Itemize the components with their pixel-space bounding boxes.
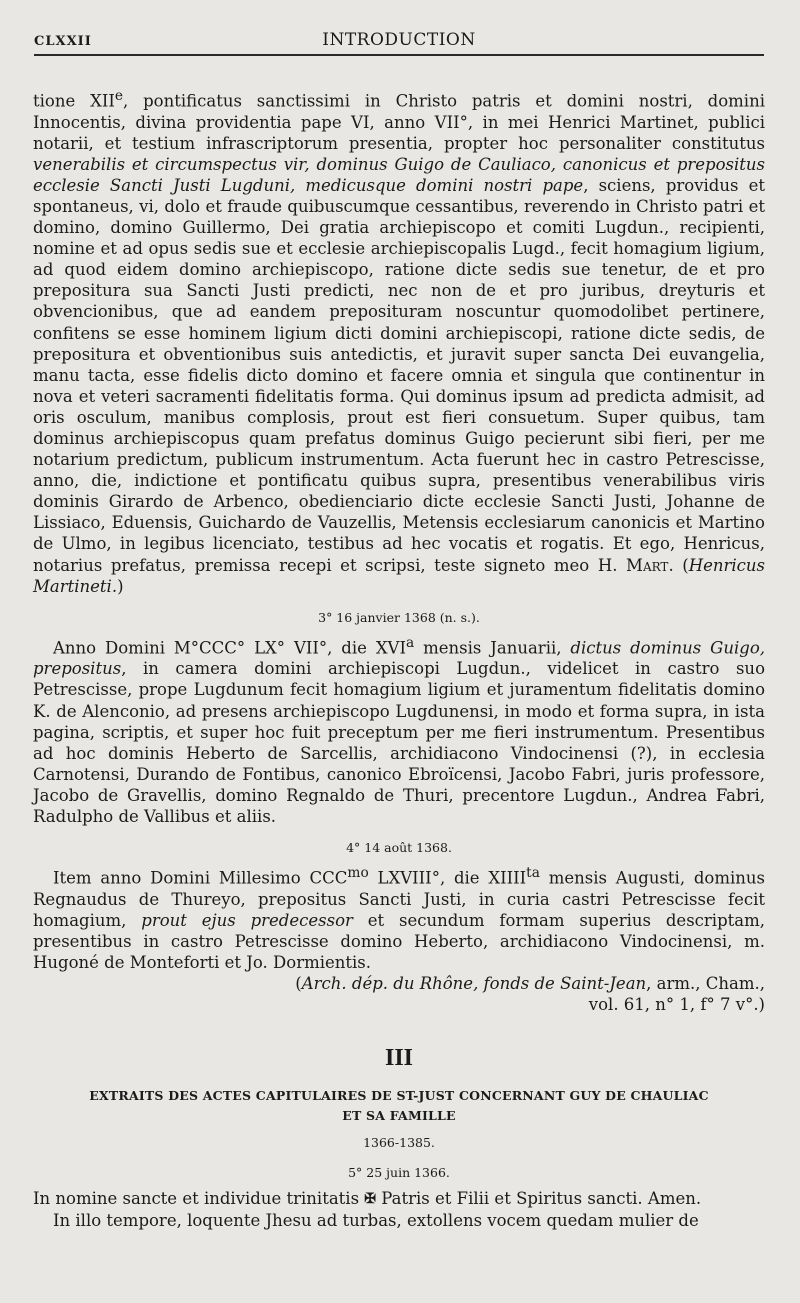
text-run: mensis Augusti, dominus Regnaudus de Thureyo, prepositus Sancti Justi, in curia castri Petrescisse fecit homagium, [33, 868, 765, 930]
archive-citation [33, 973, 765, 1015]
page-number: CLXXII [34, 34, 92, 49]
page-content [33, 86, 765, 1231]
text-run: In nomine sancte et individue trinitatis [33, 1189, 360, 1209]
text-run: et secundum formam superius descriptam, presentibus in castro Petrescisse domino Heberto, archidiacono Vindocinensi, m. Hugoné de Monteforti et Jo. Dormientis. [33, 910, 765, 972]
entry-date: 3° 16 janvier 1368 (n. s.). [318, 609, 480, 625]
entry-date: 5° 25 juin 1366. [348, 1165, 450, 1181]
italic-run: dictus dominus Guigo, prepositus [33, 638, 765, 679]
text-run: , sciens, providus et spontaneus, vi, dolo et fraude quibuscumque cessantibus, reverendo in Christo patri et domino, domino Guillermo, Dei gratia archiepiscopo et comiti Lugdun., recipienti, nomine et ad opus sedis sue et ecclesie archiepiscopalis Lugd., fecit homagium ligium, ad quod eidem domino archiepiscopo, ratione dicte sedis sue tenetur, de et pro prepositura sua Sancti Justi predicti, nec non de et pro juribus, dreyturis et obvencionibus, que ad eandem preposituram noscuntur quomodolibet pertinere, confitens se esse hominem ligium dicti domini archiepiscopi, ratione dicte sedis, de prepositura et obventionibus suis antedictis, et juravit super sancta Dei euvangelia, manu tacta, esse fidelis dicto domino et facere omnia et singula que continentur in nova et veteri sacramenti fidelitatis forma. Qui dominus ipsum ad predicta admisit, ad oris osculum, manibus complosis, prout est fieri consuetum. Super quibus, tam dominus archiepiscopus quam prefatus dominus Guigo pecierunt sibi fieri, per me notarium predictum, publicum instrumentum. Acta fuerunt hec in castro Petrescisse, anno, die, indictione et pontificatu quibus supra, presentibus venerabilibus viris dominis Girardo de Arbenco, obedienciario dicte ecclesie Sancti Justi, Johanne de Lissiaco, Eduensis, Guichardo de Vauzellis, Metensis ecclesiarum canonicis et Martino de Ulmo, in legibus licenciato, testibus ad hec vocatis et rogatis. Et ego, Henricus, notarius prefatus, premissa recepi et scripsi, teste signeto meo H. [33, 175, 765, 575]
entry-date: 4° 14 août 1368. [346, 840, 452, 856]
section-title-line: ET SA FAMILLE [342, 1108, 456, 1124]
text-run: Patris et Filii et Spiritus sancti. Amen. [381, 1189, 702, 1209]
superscript: mo [347, 865, 369, 882]
text-run: ) [117, 576, 124, 596]
text-run: mensis Januarii, [414, 638, 571, 658]
superscript: a [406, 634, 415, 651]
italic-run: Arch. dép. du Rhône, fonds de Saint-Jean [301, 974, 647, 994]
smallcaps-run: Mart [626, 555, 669, 575]
text-run: . ( [668, 555, 689, 575]
italic-run: prout ejus predecessor [141, 910, 353, 930]
text-run: Item anno Domini Millesimo CCC [53, 868, 348, 888]
text-run: , in camera domini archiepiscopi Lugdun., videlicet in castro suo Petrescisse, prope Lugdunum fecit homagium ligium et juramentum fidelitatis domino K. de Alenconio, ad presens archiepiscopo Lugdunensi, in modo et forma supra, in ista pagina, scriptis, et super hoc fuit preceptum per me fieri instrumentum. Presentibus ad hoc dominis Heberto de Sarcellis, archidiacono Vindocinensi (?), in ecclesia Carnotensi, Durando de Fontibus, canonico Ebroïcensi, Jacobo Fabri, juris professore, Jacobo de Gravellis, domino Regnaldo de Thuri, precentore Lugdun., Andrea Fabri, Radulpho de Vallibus et aliis. [33, 659, 765, 826]
text-run: , pontificatus sanctissimi in Christo patris et domini nostri, domini Innocentis, divina providentia pape VI, anno VII°, in mei Henrici Martinet, publici notarii, et testium infrascriptorum presentia, propter hoc personaliter constitutus [33, 91, 765, 153]
paragraph-homage-guigo [33, 86, 765, 597]
section-years: 1366-1385. [363, 1135, 435, 1151]
running-head [34, 30, 764, 56]
text-run: Anno Domini M°CCC° LX° VII°, die XVI [53, 638, 406, 658]
paragraph-entry-3 [33, 633, 765, 827]
italic-run: Henricus Martineti. [33, 555, 765, 596]
text-run: vol. 61, n° 1, f° 7 v°.) [588, 995, 765, 1015]
italic-run: venerabilis et circumspectus vir, dominus Guigo de Cauliaco, canonicus et prepositus ecclesie Sancti Justi Lugduni, medicusque domini nostri pape [33, 154, 765, 195]
text-run: , arm., Cham., [646, 974, 765, 994]
cross-icon: ✠ [364, 1191, 377, 1208]
paragraph-entry-5-cont: In illo tempore, loquente Jhesu ad turbas, extollens vocem quedam mulier de [53, 1211, 699, 1231]
text-run: tione XII [33, 91, 115, 111]
section-title [33, 1086, 765, 1126]
paragraph-entry-5 [33, 1188, 765, 1210]
text-run: ( [295, 974, 302, 994]
superscript: e [114, 88, 123, 104]
paragraph-entry-4 [33, 863, 765, 973]
text-run: LXVIII°, die XIIII [368, 868, 527, 888]
superscript: ta [526, 865, 540, 882]
section-number: III [384, 1045, 414, 1072]
section-title-line: EXTRAITS DES ACTES CAPITULAIRES DE ST-JUST CONCERNANT GUY DE CHAULIAC [89, 1088, 709, 1104]
running-title: INTRODUCTION [322, 30, 476, 50]
